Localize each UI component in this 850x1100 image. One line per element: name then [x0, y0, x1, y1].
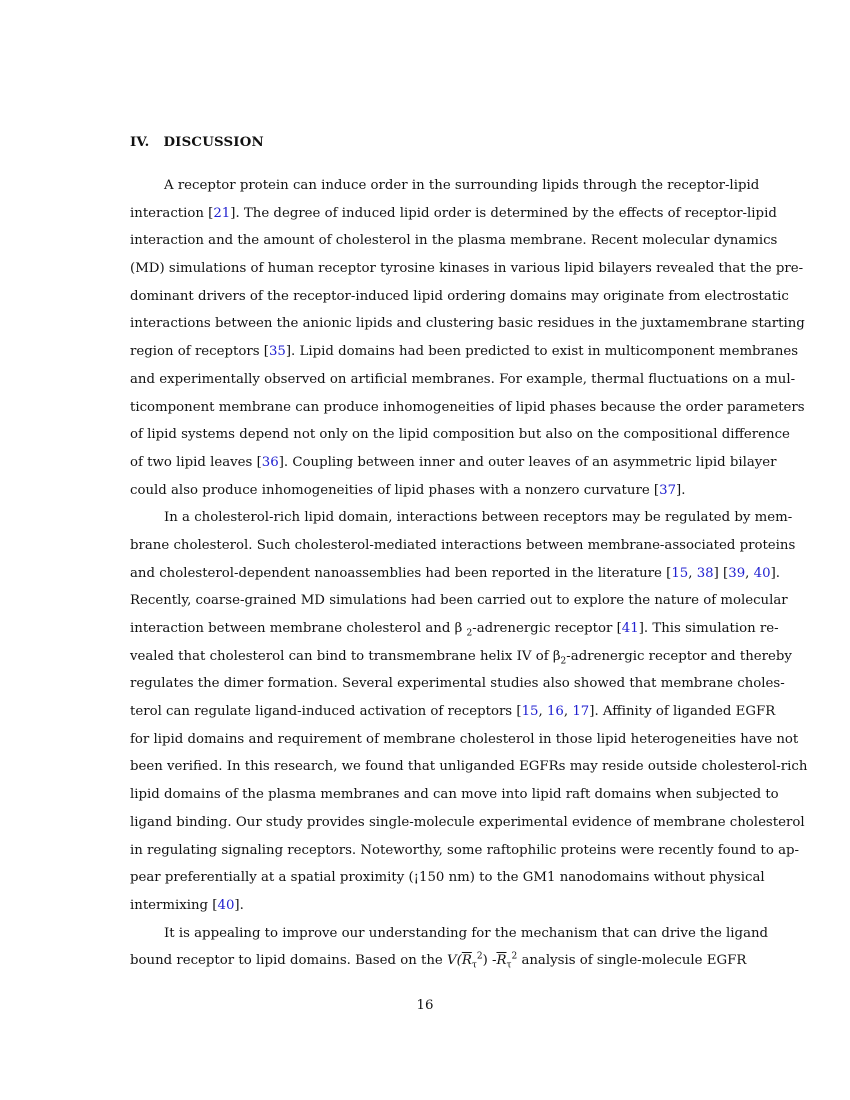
paragraph	[130, 504, 808, 919]
citation-link[interactable]: 16	[546, 704, 564, 720]
text-line	[130, 560, 780, 588]
text-run: ,	[563, 704, 573, 720]
text-run: interaction [	[130, 205, 214, 221]
text-run: intermixing [	[130, 897, 218, 913]
text-run: terol can regulate ligand-induced activation of receptors [	[130, 704, 522, 720]
text-line	[130, 421, 790, 449]
text-line	[130, 837, 800, 865]
text-line	[130, 366, 796, 394]
text-run: ]. The degree of induced lipid order is determined by the effects of receptor-lipid	[230, 205, 777, 221]
text-line	[130, 698, 776, 726]
text-run: Recently, coarse-grained MD simulations had been carried out to explore the nature of molecular	[130, 593, 788, 609]
section-heading	[130, 135, 264, 150]
subscript: τ	[471, 960, 477, 971]
paragraph	[130, 172, 805, 504]
text-run: ,	[745, 565, 754, 581]
text-line	[130, 449, 777, 477]
citation-link[interactable]: 36	[261, 454, 279, 470]
text-run: ]. This simulation re-	[638, 621, 779, 636]
text-line	[130, 477, 720, 505]
subscript: 2	[466, 628, 473, 639]
text-line	[130, 892, 720, 920]
text-line	[130, 200, 777, 228]
text-line	[130, 338, 799, 366]
text-run: ].	[676, 482, 686, 498]
text-line	[130, 227, 778, 255]
text-line	[130, 394, 805, 422]
text-run: ].	[234, 897, 244, 913]
text-run: ] [	[713, 565, 729, 581]
text-line	[130, 310, 805, 338]
superscript: 2	[476, 951, 483, 962]
citation-link[interactable]: 39	[728, 565, 746, 581]
citation-link[interactable]: 35	[268, 344, 286, 360]
text-line	[130, 587, 788, 615]
text-run: ].	[770, 565, 780, 581]
text-run: vealed that cholesterol can bind to transmembrane helix IV of β	[130, 648, 561, 664]
text-run: brane cholesterol. Such cholesterol-mediated interactions between membrane-associated proteins	[130, 537, 796, 553]
citation-link[interactable]: 40	[753, 565, 771, 581]
text-run: of lipid systems depend not only on the lipid composition but also on the compositional difference	[130, 427, 790, 443]
subscript: 2	[560, 656, 567, 667]
text-line	[130, 753, 808, 781]
text-run: ) -	[482, 953, 497, 969]
text-run: interaction between membrane cholesterol and β	[130, 621, 467, 636]
text-run: In a cholesterol-rich lipid domain, interactions between receptors may be regulated by mem-	[164, 510, 793, 526]
text-run: It is appealing to improve our understanding for the mechanism that can drive the ligand	[164, 925, 769, 941]
subscript: τ	[506, 960, 512, 971]
text-run: interactions between the anionic lipids and clustering basic residues in the juxtamembrane starting	[130, 316, 805, 332]
text-line	[130, 283, 789, 311]
text-run: ]. Lipid domains had been predicted to exist in multicomponent membranes	[285, 344, 799, 360]
text-run: and cholesterol-dependent nanoassemblies had been reported in the literature [	[130, 565, 672, 581]
text-run: ,	[688, 565, 697, 581]
citation-link[interactable]: 40	[217, 897, 235, 913]
text-run: and experimentally observed on artificial membranes. For example, thermal fluctuations on a mul-	[130, 371, 796, 387]
text-run: bound receptor to lipid domains. Based on the	[130, 953, 448, 969]
text-run: in regulating signaling receptors. Noteworthy, some raftophilic proteins were recently found to ap-	[130, 842, 800, 858]
text-line	[130, 781, 779, 809]
text-line	[130, 670, 785, 698]
text-run: (MD) simulations of human receptor tyrosine kinases in various lipid bilayers revealed that the pre-	[130, 261, 804, 277]
text-run: ,	[538, 704, 547, 720]
text-run: been verified. In this research, we found that unliganded EGFRs may reside outside cholesterol-rich	[130, 759, 808, 775]
citation-link[interactable]: 15	[671, 565, 689, 581]
text-line	[130, 864, 765, 892]
text-run: regulates the dimer formation. Several experimental studies also showed that membrane choles-	[130, 676, 785, 692]
text-run: -adrenergic receptor and thereby	[566, 648, 792, 664]
text-run: -adrenergic receptor [	[472, 621, 622, 636]
text-run: pear preferentially at a spatial proximity (¡150 nm) to the GM1 nanodomains without physical	[130, 870, 765, 886]
text-run: region of receptors [	[130, 344, 269, 360]
text-line	[130, 726, 799, 754]
text-run: of two lipid leaves [	[130, 454, 262, 470]
text-run: V(	[447, 953, 462, 969]
citation-link[interactable]: 41	[621, 621, 639, 636]
text-run: A receptor protein can induce order in the surrounding lipids through the receptor-lipid	[164, 178, 760, 193]
text-line	[130, 532, 796, 560]
text-run: $\overline{R}$	[496, 953, 507, 969]
text-run: ticomponent membrane can produce inhomogeneities of lipid phases because the order parameters	[130, 399, 805, 415]
citation-link[interactable]: 38	[696, 565, 714, 581]
text-line	[130, 643, 792, 671]
text-line	[130, 920, 769, 948]
text-line	[130, 172, 760, 200]
text-line	[130, 255, 804, 283]
section-number: IV.	[130, 135, 150, 150]
text-run: dominant drivers of the receptor-induced lipid ordering domains may originate from electrostatic	[130, 288, 789, 304]
text-run: ligand binding. Our study provides single-molecule experimental evidence of membrane cholesterol	[130, 814, 805, 830]
text-run: $\overline{R}$	[461, 953, 472, 969]
paragraph	[130, 920, 769, 975]
text-run: could also produce inhomogeneities of lipid phases with a nonzero curvature [	[130, 482, 660, 498]
text-run: analysis of single-molecule EGFR	[517, 953, 747, 969]
superscript: 2	[511, 951, 518, 962]
text-line	[130, 615, 779, 643]
text-line	[130, 809, 805, 837]
citation-link[interactable]: 37	[659, 482, 677, 498]
text-run: lipid domains of the plasma membranes and can move into lipid raft domains when subjected to	[130, 787, 779, 803]
text-run: for lipid domains and requirement of membrane cholesterol in those lipid heterogeneities have not	[130, 731, 799, 747]
section-title: DISCUSSION	[163, 135, 264, 150]
text-run: interaction and the amount of cholesterol in the plasma membrane. Recent molecular dynamics	[130, 233, 778, 249]
page-number: 16	[416, 998, 434, 1013]
discussion-body	[130, 172, 808, 975]
text-run: ]. Coupling between inner and outer leaves of an asymmetric lipid bilayer	[278, 454, 777, 470]
citation-link[interactable]: 15	[521, 704, 539, 720]
text-line	[130, 947, 747, 975]
citation-link[interactable]: 17	[572, 704, 590, 720]
citation-link[interactable]: 21	[213, 205, 231, 221]
text-run: ]. Affinity of liganded EGFR	[589, 704, 776, 720]
text-line	[130, 504, 793, 532]
